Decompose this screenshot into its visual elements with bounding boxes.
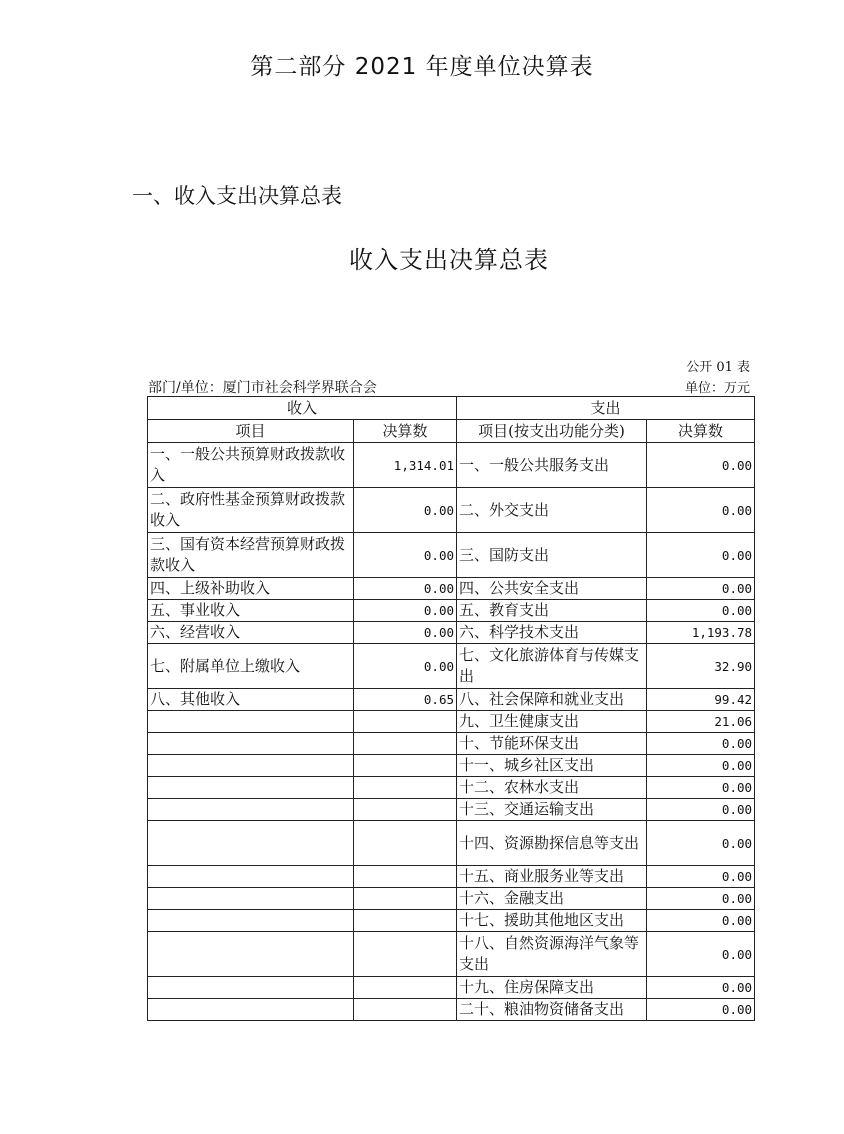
table-row (148, 600, 755, 622)
unit-label: 单位：万元 (684, 381, 750, 396)
table-row (148, 733, 755, 755)
expense-amount-cell: 1,193.78 (647, 622, 755, 644)
income-amount-cell: 0.00 (354, 644, 457, 689)
expense-item-cell: 十二、农林水支出 (457, 777, 647, 799)
income-item-cell (148, 866, 354, 888)
income-amount-cell (354, 888, 457, 910)
expense-amount-cell: 0.00 (647, 888, 755, 910)
expense-group-header: 支出 (457, 397, 755, 420)
expense-amount-cell: 21.06 (647, 711, 755, 733)
expense-item-cell: 十七、援助其他地区支出 (457, 910, 647, 932)
table-row (148, 866, 755, 888)
income-amount-cell (354, 799, 457, 821)
expense-item-cell: 四、公共安全支出 (457, 578, 647, 600)
expense-item-cell: 十三、交通运输支出 (457, 799, 647, 821)
expense-item-cell: 十四、资源勘探信息等支出 (457, 821, 647, 866)
table-row (148, 821, 755, 866)
income-amount-cell: 0.00 (354, 488, 457, 533)
income-amount-cell (354, 932, 457, 977)
table-body (148, 397, 755, 1021)
col-amount-header: 决算数 (354, 420, 457, 443)
income-amount-cell (354, 755, 457, 777)
expense-amount-cell: 99.42 (647, 689, 755, 711)
expense-amount-cell: 0.00 (647, 866, 755, 888)
income-item-cell: 三、国有资本经营预算财政拨款收入 (148, 533, 354, 578)
income-item-cell: 五、事业收入 (148, 600, 354, 622)
expense-amount-cell: 0.00 (647, 910, 755, 932)
income-item-cell (148, 777, 354, 799)
expense-item-cell: 十、节能环保支出 (457, 733, 647, 755)
expense-item-cell: 三、国防支出 (457, 533, 647, 578)
col-item-header: 项目 (148, 420, 354, 443)
expense-amount-cell: 0.00 (647, 977, 755, 999)
expense-item-cell: 一、一般公共服务支出 (457, 443, 647, 488)
income-item-cell: 二、政府性基金预算财政拨款收入 (148, 488, 354, 533)
income-item-cell (148, 821, 354, 866)
department-label: 部门/单位：厦门市社会科学界联合会 (148, 380, 377, 396)
expense-item-cell: 六、科学技术支出 (457, 622, 647, 644)
expense-item-cell: 十一、城乡社区支出 (457, 755, 647, 777)
expense-amount-cell: 0.00 (647, 799, 755, 821)
table-row (148, 977, 755, 999)
expense-item-cell: 二十、粮油物资储备支出 (457, 999, 647, 1021)
expense-amount-cell: 0.00 (647, 600, 755, 622)
table-row (148, 711, 755, 733)
income-item-cell (148, 733, 354, 755)
expense-amount-cell: 0.00 (647, 755, 755, 777)
expense-amount-cell: 0.00 (647, 733, 755, 755)
expense-item-cell: 七、文化旅游体育与传媒支出 (457, 644, 647, 689)
income-amount-cell (354, 733, 457, 755)
income-expense-table (147, 396, 755, 1021)
expense-item-cell: 十八、自然资源海洋气象等支出 (457, 932, 647, 977)
income-item-cell (148, 932, 354, 977)
expense-amount-cell: 0.00 (647, 488, 755, 533)
income-item-cell: 七、附属单位上缴收入 (148, 644, 354, 689)
section-title: 一、收入支出决算总表 (132, 184, 342, 208)
expense-amount-cell: 32.90 (647, 644, 755, 689)
table-row (148, 910, 755, 932)
income-amount-cell (354, 977, 457, 999)
income-item-cell (148, 888, 354, 910)
expense-item-cell: 九、卫生健康支出 (457, 711, 647, 733)
income-item-cell: 一、一般公共预算财政拨款收入 (148, 443, 354, 488)
table-row (148, 777, 755, 799)
expense-amount-cell: 0.00 (647, 533, 755, 578)
income-item-cell (148, 999, 354, 1021)
table-row (148, 644, 755, 689)
table-row (148, 689, 755, 711)
expense-item-cell: 八、社会保障和就业支出 (457, 689, 647, 711)
col-expense-item-header: 项目(按支出功能分类) (457, 420, 647, 443)
income-item-cell (148, 799, 354, 821)
table-row (148, 488, 755, 533)
income-amount-cell: 1,314.01 (354, 443, 457, 488)
table-row (148, 533, 755, 578)
expense-amount-cell: 0.00 (647, 821, 755, 866)
income-item-cell (148, 910, 354, 932)
income-amount-cell: 0.00 (354, 533, 457, 578)
expense-item-cell: 二、外交支出 (457, 488, 647, 533)
column-header-row (148, 420, 755, 443)
income-amount-cell (354, 777, 457, 799)
income-amount-cell: 0.65 (354, 689, 457, 711)
expense-amount-cell: 0.00 (647, 932, 755, 977)
income-item-cell: 六、经营收入 (148, 622, 354, 644)
expense-amount-cell: 0.00 (647, 999, 755, 1021)
table-row (148, 932, 755, 977)
income-amount-cell: 0.00 (354, 578, 457, 600)
table-row (148, 888, 755, 910)
income-item-cell (148, 755, 354, 777)
table-row (148, 755, 755, 777)
expense-item-cell: 五、教育支出 (457, 600, 647, 622)
income-amount-cell (354, 999, 457, 1021)
income-amount-cell (354, 866, 457, 888)
expense-item-cell: 十九、住房保障支出 (457, 977, 647, 999)
part-title: 第二部分 2021 年度单位决算表 (250, 54, 594, 80)
group-header-row (148, 397, 755, 420)
form-number: 公开 01 表 (686, 360, 750, 375)
income-item-cell (148, 711, 354, 733)
expense-amount-cell: 0.00 (647, 443, 755, 488)
table-row (148, 622, 755, 644)
income-item-cell (148, 977, 354, 999)
col-expense-amount-header: 决算数 (647, 420, 755, 443)
income-amount-cell (354, 821, 457, 866)
income-item-cell: 八、其他收入 (148, 689, 354, 711)
income-amount-cell: 0.00 (354, 622, 457, 644)
income-group-header: 收入 (148, 397, 457, 420)
income-amount-cell (354, 910, 457, 932)
income-amount-cell: 0.00 (354, 600, 457, 622)
table-title: 收入支出决算总表 (349, 246, 549, 274)
expense-item-cell: 十五、商业服务业等支出 (457, 866, 647, 888)
table-row (148, 799, 755, 821)
expense-item-cell: 十六、金融支出 (457, 888, 647, 910)
income-amount-cell (354, 711, 457, 733)
expense-amount-cell: 0.00 (647, 777, 755, 799)
expense-amount-cell: 0.00 (647, 578, 755, 600)
table-row (148, 999, 755, 1021)
table-row (148, 443, 755, 488)
table-row (148, 578, 755, 600)
income-item-cell: 四、上级补助收入 (148, 578, 354, 600)
